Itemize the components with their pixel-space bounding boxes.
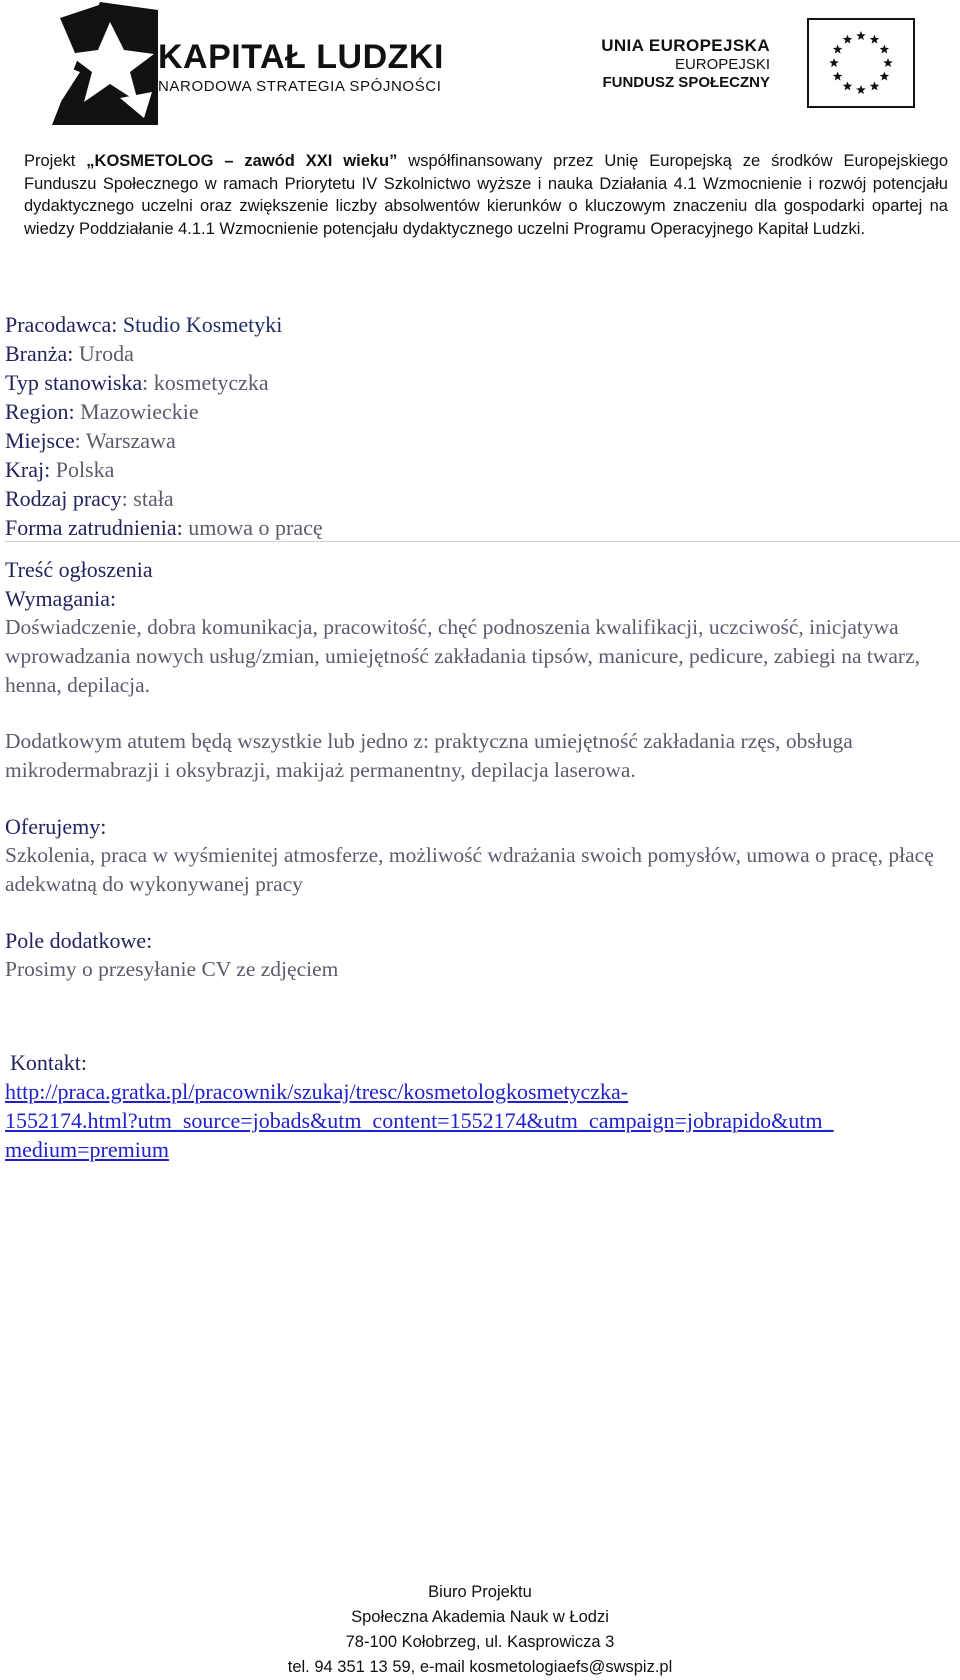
kapital-ludzki-text — [158, 38, 444, 95]
region-label: Region: — [5, 399, 75, 424]
page-header — [0, 0, 960, 130]
footer-office: Biuro Projektu — [428, 1583, 532, 1601]
worktype-label: Rodzaj pracy — [5, 486, 122, 511]
region-row — [5, 397, 955, 426]
offer-content — [5, 555, 955, 984]
place-value: : Warszawa — [74, 428, 176, 453]
eu-flag-icon — [807, 18, 915, 108]
additional-heading: Pole dodatkowe: — [5, 928, 153, 953]
employer-value: Studio Kosmetyki — [122, 312, 283, 337]
footer-institution: Społeczna Akademia Nauk w Łodzi — [351, 1608, 609, 1626]
contact-url-line1[interactable]: http://praca.gratka.pl/pracownik/szukaj/tresc/kosmetologkosmetyczka- — [5, 1079, 629, 1104]
contact-label: Kontakt: — [10, 1050, 87, 1075]
position-label: Typ stanowiska — [5, 370, 143, 395]
contact-url-line2[interactable]: 1552174.html?utm_source=jobads&utm_content=1552174&utm_campaign=jobrapido&utm_ — [5, 1108, 834, 1133]
eu-union-name: UNIA EUROPEJSKA — [601, 36, 770, 55]
position-row — [5, 368, 955, 397]
employer-row — [5, 310, 955, 339]
contact-url-line3[interactable]: medium=premium — [5, 1137, 169, 1162]
industry-row — [5, 339, 955, 368]
country-row — [5, 455, 955, 484]
industry-label: Branża: — [5, 341, 74, 366]
footer-address: 78-100 Kołobrzeg, ul. Kasprowicza 3 — [345, 1633, 615, 1651]
place-label: Miejsce — [5, 428, 75, 453]
body-heading: Treść ogłoszenia — [5, 557, 153, 582]
requirements-text: Doświadczenie, dobra komunikacja, pracowitość, chęć podnoszenia kwalifikacji, uczciwość, inicjatywa wprowadzania nowych usług/zmian, umiejętność zakładania tipsów, manicure, pedicure, zabiegi na twarz, henna, depilacja. — [5, 615, 920, 697]
intro-rest: współfinansowany przez Unię Europejską ze środków Europejskiego Funduszu Społecznego w ramach Priorytetu IV Szkolnictwo wyższe i nauka Działania 4.1 Wzmocnienie i rozwój potencjału dydaktycznego uczelni oraz zwiększenie liczby absolwentów kierunków o kluczowym znaczeniu dla gospodarki opartej na wiedzy Poddziałanie 4.1.1 Wzmocnienie potencjału dydaktycznego uczelni Programu Operacyjnego Kapitał Ludzki. — [24, 152, 949, 238]
industry-value: Uroda — [78, 341, 134, 366]
page-footer — [0, 1580, 960, 1680]
section-divider — [5, 541, 960, 542]
employer-label: Pracodawca: — [5, 312, 118, 337]
benefits-text: Szkolenia, praca w wyśmienitej atmosferze, możliwość wdrażania swoich pomysłów, umowa o pracę, płacę adekwatną do wykonywanej pracy — [5, 843, 934, 896]
contact-link[interactable] — [5, 1077, 960, 1164]
position-value: : kosmetyczka — [142, 370, 269, 395]
eu-fund-line1: EUROPEJSKI — [674, 56, 770, 73]
eu-text — [601, 36, 770, 92]
contact-section — [5, 1048, 960, 1164]
extra-skills-text: Dodatkowym atutem będą wszystkie lub jedno z: praktyczna umiejętność zakładania rzęs, obsługa mikrodermabrazji i oksybrazji, makijaż permanentny, depilacja laserowa. — [5, 729, 853, 782]
worktype-value: : stała — [121, 486, 174, 511]
offer-details — [5, 310, 955, 542]
country-label: Kraj: — [5, 457, 51, 482]
eu-fund-line2: FUNDUSZ SPOŁECZNY — [602, 74, 770, 91]
project-intro — [24, 150, 948, 240]
footer-contact: tel. 94 351 13 59, e-mail kosmetologiaefs@swspiz.pl — [287, 1658, 673, 1676]
employment-value: umowa o pracę — [188, 515, 323, 540]
additional-text: Prosimy o przesyłanie CV ze zdjęciem — [5, 957, 339, 981]
requirements-heading: Wymagania: — [5, 586, 117, 611]
country-value: Polska — [55, 457, 115, 482]
benefits-heading: Oferujemy: — [5, 814, 107, 839]
place-row — [5, 426, 955, 455]
kl-title: KAPITAŁ LUDZKI — [158, 38, 444, 76]
worktype-row — [5, 484, 955, 513]
employment-row — [5, 513, 955, 542]
intro-project-name: „KOSMETOLOG – zawód XXI wieku” — [86, 152, 398, 170]
employment-label: Forma zatrudnienia: — [5, 515, 183, 540]
intro-prefix: Projekt — [24, 152, 87, 170]
region-value: Mazowieckie — [80, 399, 199, 424]
kl-subtitle: NARODOWA STRATEGIA SPÓJNOŚCI — [158, 78, 442, 95]
kapital-ludzki-logo — [40, 0, 160, 125]
